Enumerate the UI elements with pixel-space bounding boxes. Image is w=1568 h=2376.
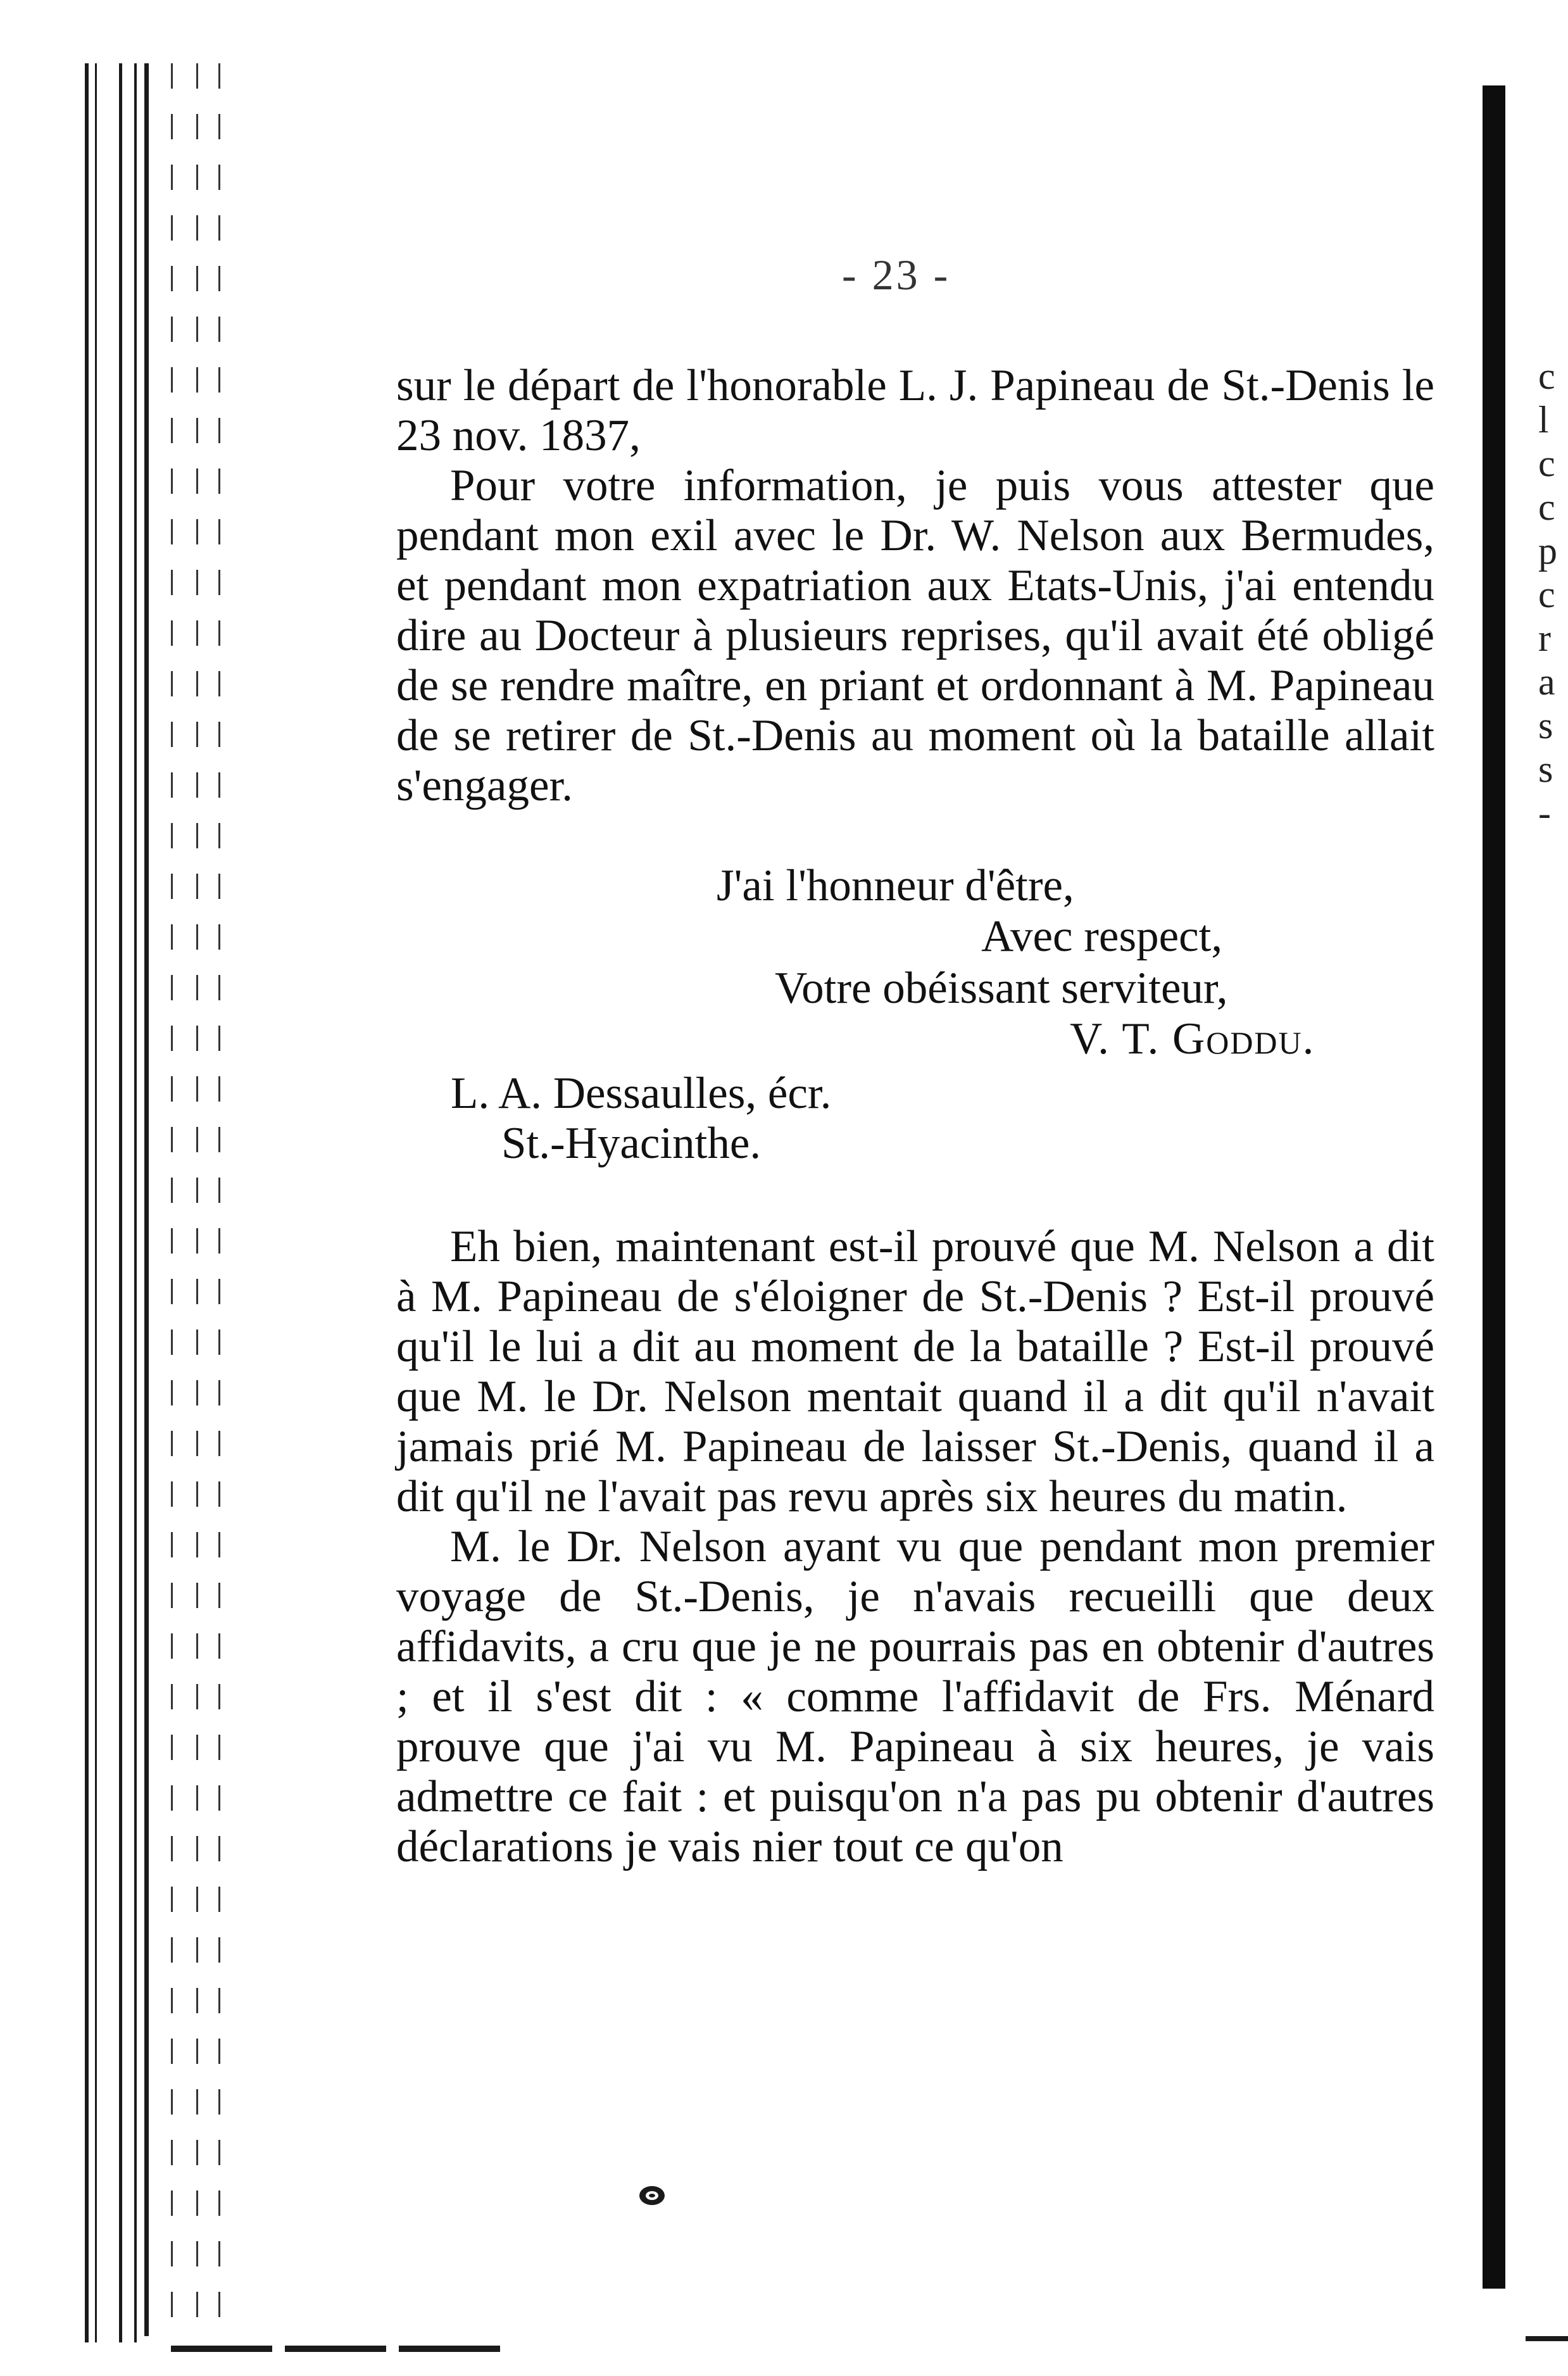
bottom-rule — [171, 2346, 513, 2352]
adjacent-page-edge — [1538, 355, 1568, 834]
adjacent-letter: s — [1538, 705, 1553, 746]
addressee-name: L. A. Dessaulles, écr. — [451, 1069, 832, 1118]
adjacent-letter: c — [1538, 574, 1555, 615]
right-margin-bar — [1483, 85, 1505, 2289]
signature: V. T. Goddu. — [1070, 1014, 1315, 1064]
printer-ornament-icon — [637, 2183, 667, 2208]
letter-closing: Votre obéissant serviteur, — [775, 964, 1228, 1013]
adjacent-letter: c — [1538, 486, 1555, 528]
adjacent-letter: c — [1538, 355, 1555, 397]
adjacent-letter: s — [1538, 748, 1553, 790]
body-paragraph: Eh bien, maintenant est-il prouvé que M. Nelson a dit à M. Papineau de s'éloigner de St.-Denis ? Est-il prouvé qu'il le lui a dit au moment de la bataille ? Est-il prouvé que M. le Dr. Nelson mentait quand il a dit qu'il n'avait jamais prié M. Papineau de laisser St.-Denis, quand il a dit qu'il ne l'avait pas revu après six heures du matin. — [396, 1222, 1434, 1521]
bottom-rule — [1526, 2336, 1568, 2341]
adjacent-letter: p — [1538, 530, 1557, 572]
letter-paragraph: Pour votre information, je puis vous attester que pendant mon exil avec le Dr. W. Nelson aux Bermudes, et pendant mon expatriation aux Etats-Unis, j'ai entendu dire au Docteur à plusieurs reprises, qu'il avait été obligé de se rendre maître, en priant et ordonnant à M. Papineau de se retirer de St.-Denis au moment où la bataille allait s'engager. — [396, 461, 1434, 810]
adjacent-letter: - — [1538, 792, 1551, 834]
adjacent-letter: l — [1538, 399, 1549, 441]
letter-body — [396, 361, 1434, 811]
adjacent-letter: r — [1538, 617, 1551, 659]
page-number: - 23 - — [842, 251, 951, 299]
adjacent-letter: c — [1538, 443, 1555, 484]
body-paragraph: M. le Dr. Nelson ayant vu que pendant mon premier voyage de St.-Denis, je n'avais recueilli que deux affidavits, a cru que je ne pourrais pas en obtenir d'autres ; et il s'est dit : « comme l'affidavit de Frs. Ménard prouve que j'ai vu M. Papineau à six heures, je vais admettre ce fait : et puisqu'on n'a pas pu obtenir d'autres déclarations je vais nier tout ce qu'on — [396, 1522, 1434, 1871]
adjacent-letter: a — [1538, 661, 1555, 703]
letter-closing: J'ai l'honneur d'être, — [717, 861, 1074, 910]
addressee-place: St.-Hyacinthe. — [501, 1119, 762, 1168]
main-text — [396, 1222, 1434, 1872]
letter-paragraph: sur le départ de l'honorable L. J. Papineau de St.-Denis le 23 nov. 1837, — [396, 361, 1434, 460]
binding-edge — [76, 63, 228, 2342]
letter-closing: Avec respect, — [981, 912, 1223, 961]
